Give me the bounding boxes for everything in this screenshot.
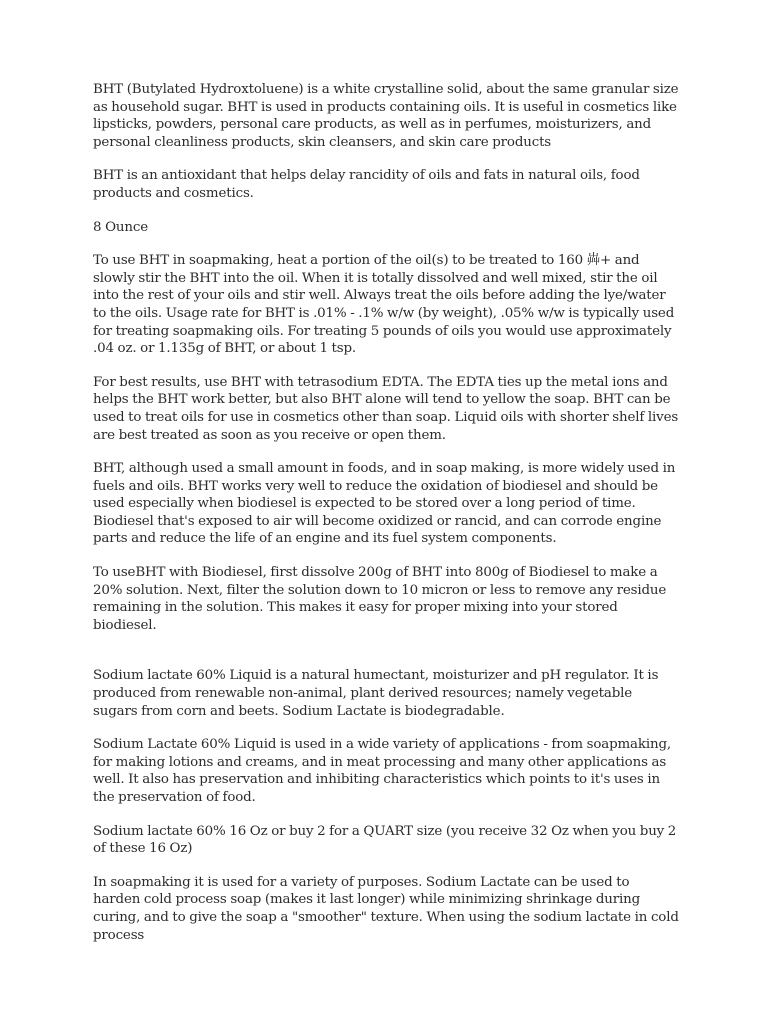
paragraph-bht-antioxidant: BHT is an antioxidant that helps delay rancidity of oils and fats in natural oils, food products and cosmetics. <box>93 168 640 201</box>
paragraph-sodium-lactate-size: Sodium lactate 60% 16 Oz or buy 2 for a QUART size (you receive 32 Oz when you buy 2 of these 16 Oz) <box>93 823 677 857</box>
paragraph-bht-fuels: BHT, although used a small amount in foods, and in soap making, is more widely used in fuels and oils. BHT works very well to reduce the oxidation of biodiesel and should be used especially when biodiesel is expected to be stored over a long period of time. Biodiesel that's exposed to air will become oxidized or rancid, and can corrode engine parts and reduce the life of an engine and its fuel system components. <box>93 461 676 547</box>
section-spacer <box>93 650 679 667</box>
document-page <box>93 81 679 960</box>
paragraph-bht-biodiesel: To useBHT with Biodiesel, first dissolve 200g of BHT into 800g of Biodiesel to make a 20% solution. Next, filter the solution down to 10 micron or less to remove any residue remaining in the solution. This makes it easy for proper mixing into your stored biodiesel. <box>93 565 667 633</box>
paragraph-sodium-lactate-soapmaking: In soapmaking it is used for a variety of purposes. Sodium Lactate can be used to harden cold process soap (makes it last longer) while minimizing shrinkage during curing, and to give the soap a "smoother" texture. When using the sodium lactate in cold process <box>93 874 679 943</box>
paragraph-sodium-lactate-intro: Sodium lactate 60% Liquid is a natural humectant, moisturizer and pH regulator. It is produced from renewable non-animal, plant derived resources; namely vegetable sugars from corn and beets. Sodium Lactate is biodegradable. <box>93 668 659 719</box>
paragraph-bht-intro: BHT (Butylated Hydroxtoluene) is a white crystalline solid, about the same granular size as household sugar. BHT is used in products containing oils. It is useful in cosmetics like lipsticks, powders, personal care products, as well as in perfumes, moisturizers, and personal cleanliness products, skin cleansers, and skin care products <box>93 82 679 150</box>
paragraph-bht-size: 8 Ounce <box>93 219 148 235</box>
paragraph-sodium-lactate-uses: Sodium Lactate 60% Liquid is used in a wide variety of applications - from soapmaking, for making lotions and creams, and in meat processing and many other applications as well. It also has preservation and inhibiting characteristics which points to it's uses in the preservation of food. <box>93 737 671 805</box>
paragraph-bht-edta: For best results, use BHT with tetrasodium EDTA. The EDTA ties up the metal ions and helps the BHT work better, but also BHT alone will tend to yellow the soap. BHT can be used to treat oils for use in cosmetics other than soap. Liquid oils with shorter shelf lives are best treated as soon as you receive or open them. <box>93 374 679 443</box>
paragraph-bht-soapmaking: To use BHT in soapmaking, heat a portion of the oil(s) to be treated to 160 芔+ and slowly stir the BHT into the oil. When it is totally dissolved and well mixed, stir the oil into the rest of your oils and stir well. Always treat the oils before adding the lye/water to the oils. Usage rate for BHT is .01% - .1% w/w (by weight), .05% w/w is typically used for treating soapmaking oils. For treating 5 pounds of oils you would use approximately .04 oz. or 1.135g of BHT, or about 1 tsp. <box>93 253 675 357</box>
